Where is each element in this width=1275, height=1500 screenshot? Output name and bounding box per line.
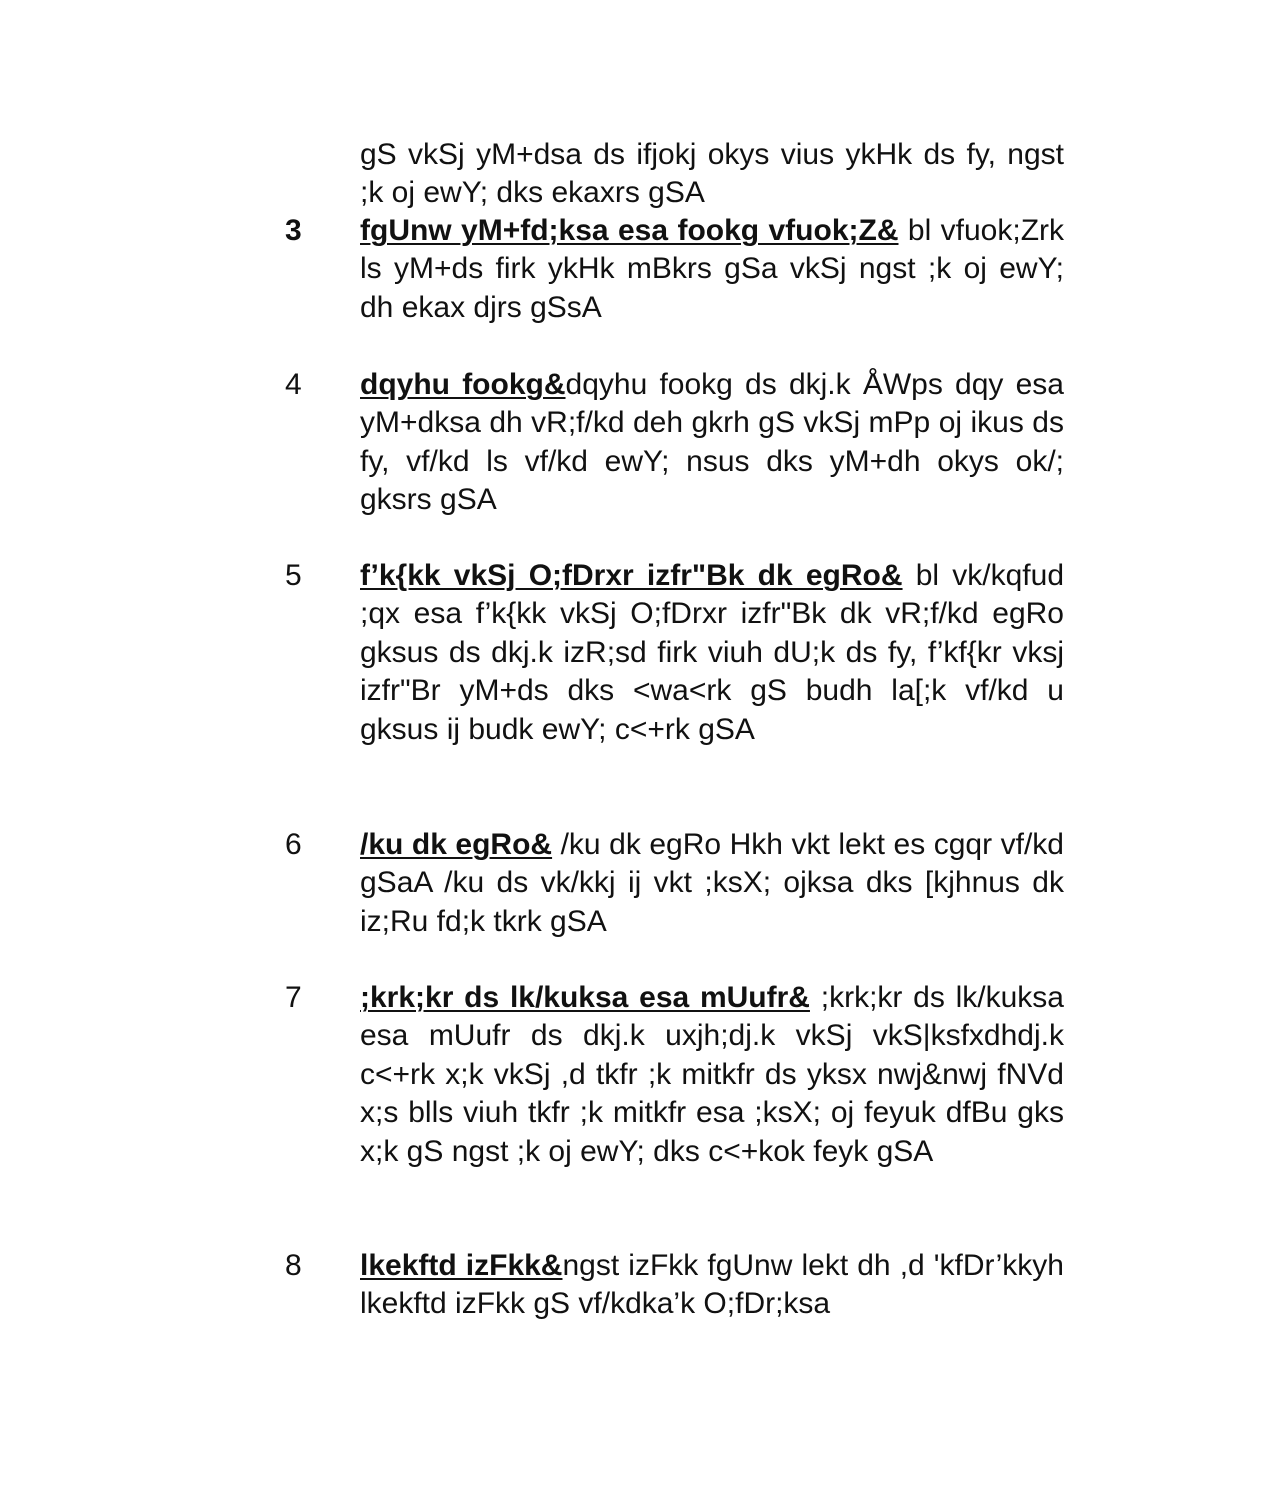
section-5-paragraph <box>360 557 1064 749</box>
paragraph-body: ngst izFkk fgUnw lekt dh ,d 'kfDr’kkyh lkekftd izFkk gS vf/kdka’k O;fDr;ksa <box>360 1249 1064 1321</box>
section-heading: lkekftd izFkk& <box>360 1249 563 1282</box>
section-number: 5 <box>285 559 302 592</box>
section-heading: ;krk;kr ds lk/kuksa esa mUufr& <box>360 981 810 1014</box>
section-3-paragraph <box>360 212 1064 327</box>
paragraph-body: bl vk/kqfud ;qx esa f’k{kk vkSj O;fDrxr izfr"Bk dk vR;f/kd egRo gksus ds dkj.k izR;sd firk viuh dU;k ds fy, f’kf{kr vksj izfr"Br yM+ds dks <wa<rk gS budh la[;k vf/kd u gksus ij budk ewY; c<+rk gSA <box>360 559 1065 746</box>
section-4-paragraph <box>360 366 1064 520</box>
section-heading: fgUnw yM+fd;ksa esa fookg vfuok;Z& <box>360 214 899 247</box>
section-number: 6 <box>285 828 302 861</box>
section-number: 8 <box>285 1249 302 1282</box>
paragraph-body: ;krk;kr ds lk/kuksa esa mUufr ds dkj.k uxjh;dj.k vkSj vkS|ksfxdhdj.k c<+rk x;k vkSj ,d tkfr ;k mitkfr ds yksx nwj&nwj fNVd x;s blls viuh tkfr ;k mitkfr esa ;ksX; oj feyuk dfBu gks x;k gS ngst ;k oj ewY; dks c<+kok feyk gSA <box>360 981 1064 1168</box>
section-8-paragraph <box>360 1247 1064 1324</box>
section-number: 4 <box>285 368 302 401</box>
section-number: 3 <box>285 214 302 247</box>
section-heading: /ku dk egRo& <box>360 828 553 861</box>
continuation-paragraph <box>360 136 1064 213</box>
paragraph-body: bl vfuok;Zrk ls yM+ds firk ykHk mBkrs gSa vkSj ngst ;k oj ewY; dh ekax djrs gSsA <box>360 214 1065 324</box>
section-heading: dqyhu fookg& <box>360 368 566 401</box>
section-heading: f’k{kk vkSj O;fDrxr izfr"Bk dk egRo& <box>360 559 903 592</box>
paragraph-body: dqyhu fookg ds dkj.k ÅWps dqy esa yM+dksa dh vR;f/kd deh gkrh gS vkSj mPp oj ikus ds fy, vf/kd ls vf/kd ewY; nsus dks yM+dh okys ok/; gksrs gSA <box>360 368 1064 517</box>
section-6-paragraph <box>360 826 1064 941</box>
paragraph-body: gS vkSj yM+dsa ds ifjokj okys vius ykHk ds fy, ngst ;k oj ewY; dks ekaxrs gSA <box>360 138 1064 210</box>
section-number: 7 <box>285 981 302 1014</box>
paragraph-body: /ku dk egRo Hkh vkt lekt es cgqr vf/kd gSaA /ku ds vk/kkj ij vkt ;ksX; ojksa dks [kjhnus dk iz;Ru fd;k tkrk gSA <box>360 828 1064 938</box>
section-7-paragraph <box>360 979 1064 1171</box>
